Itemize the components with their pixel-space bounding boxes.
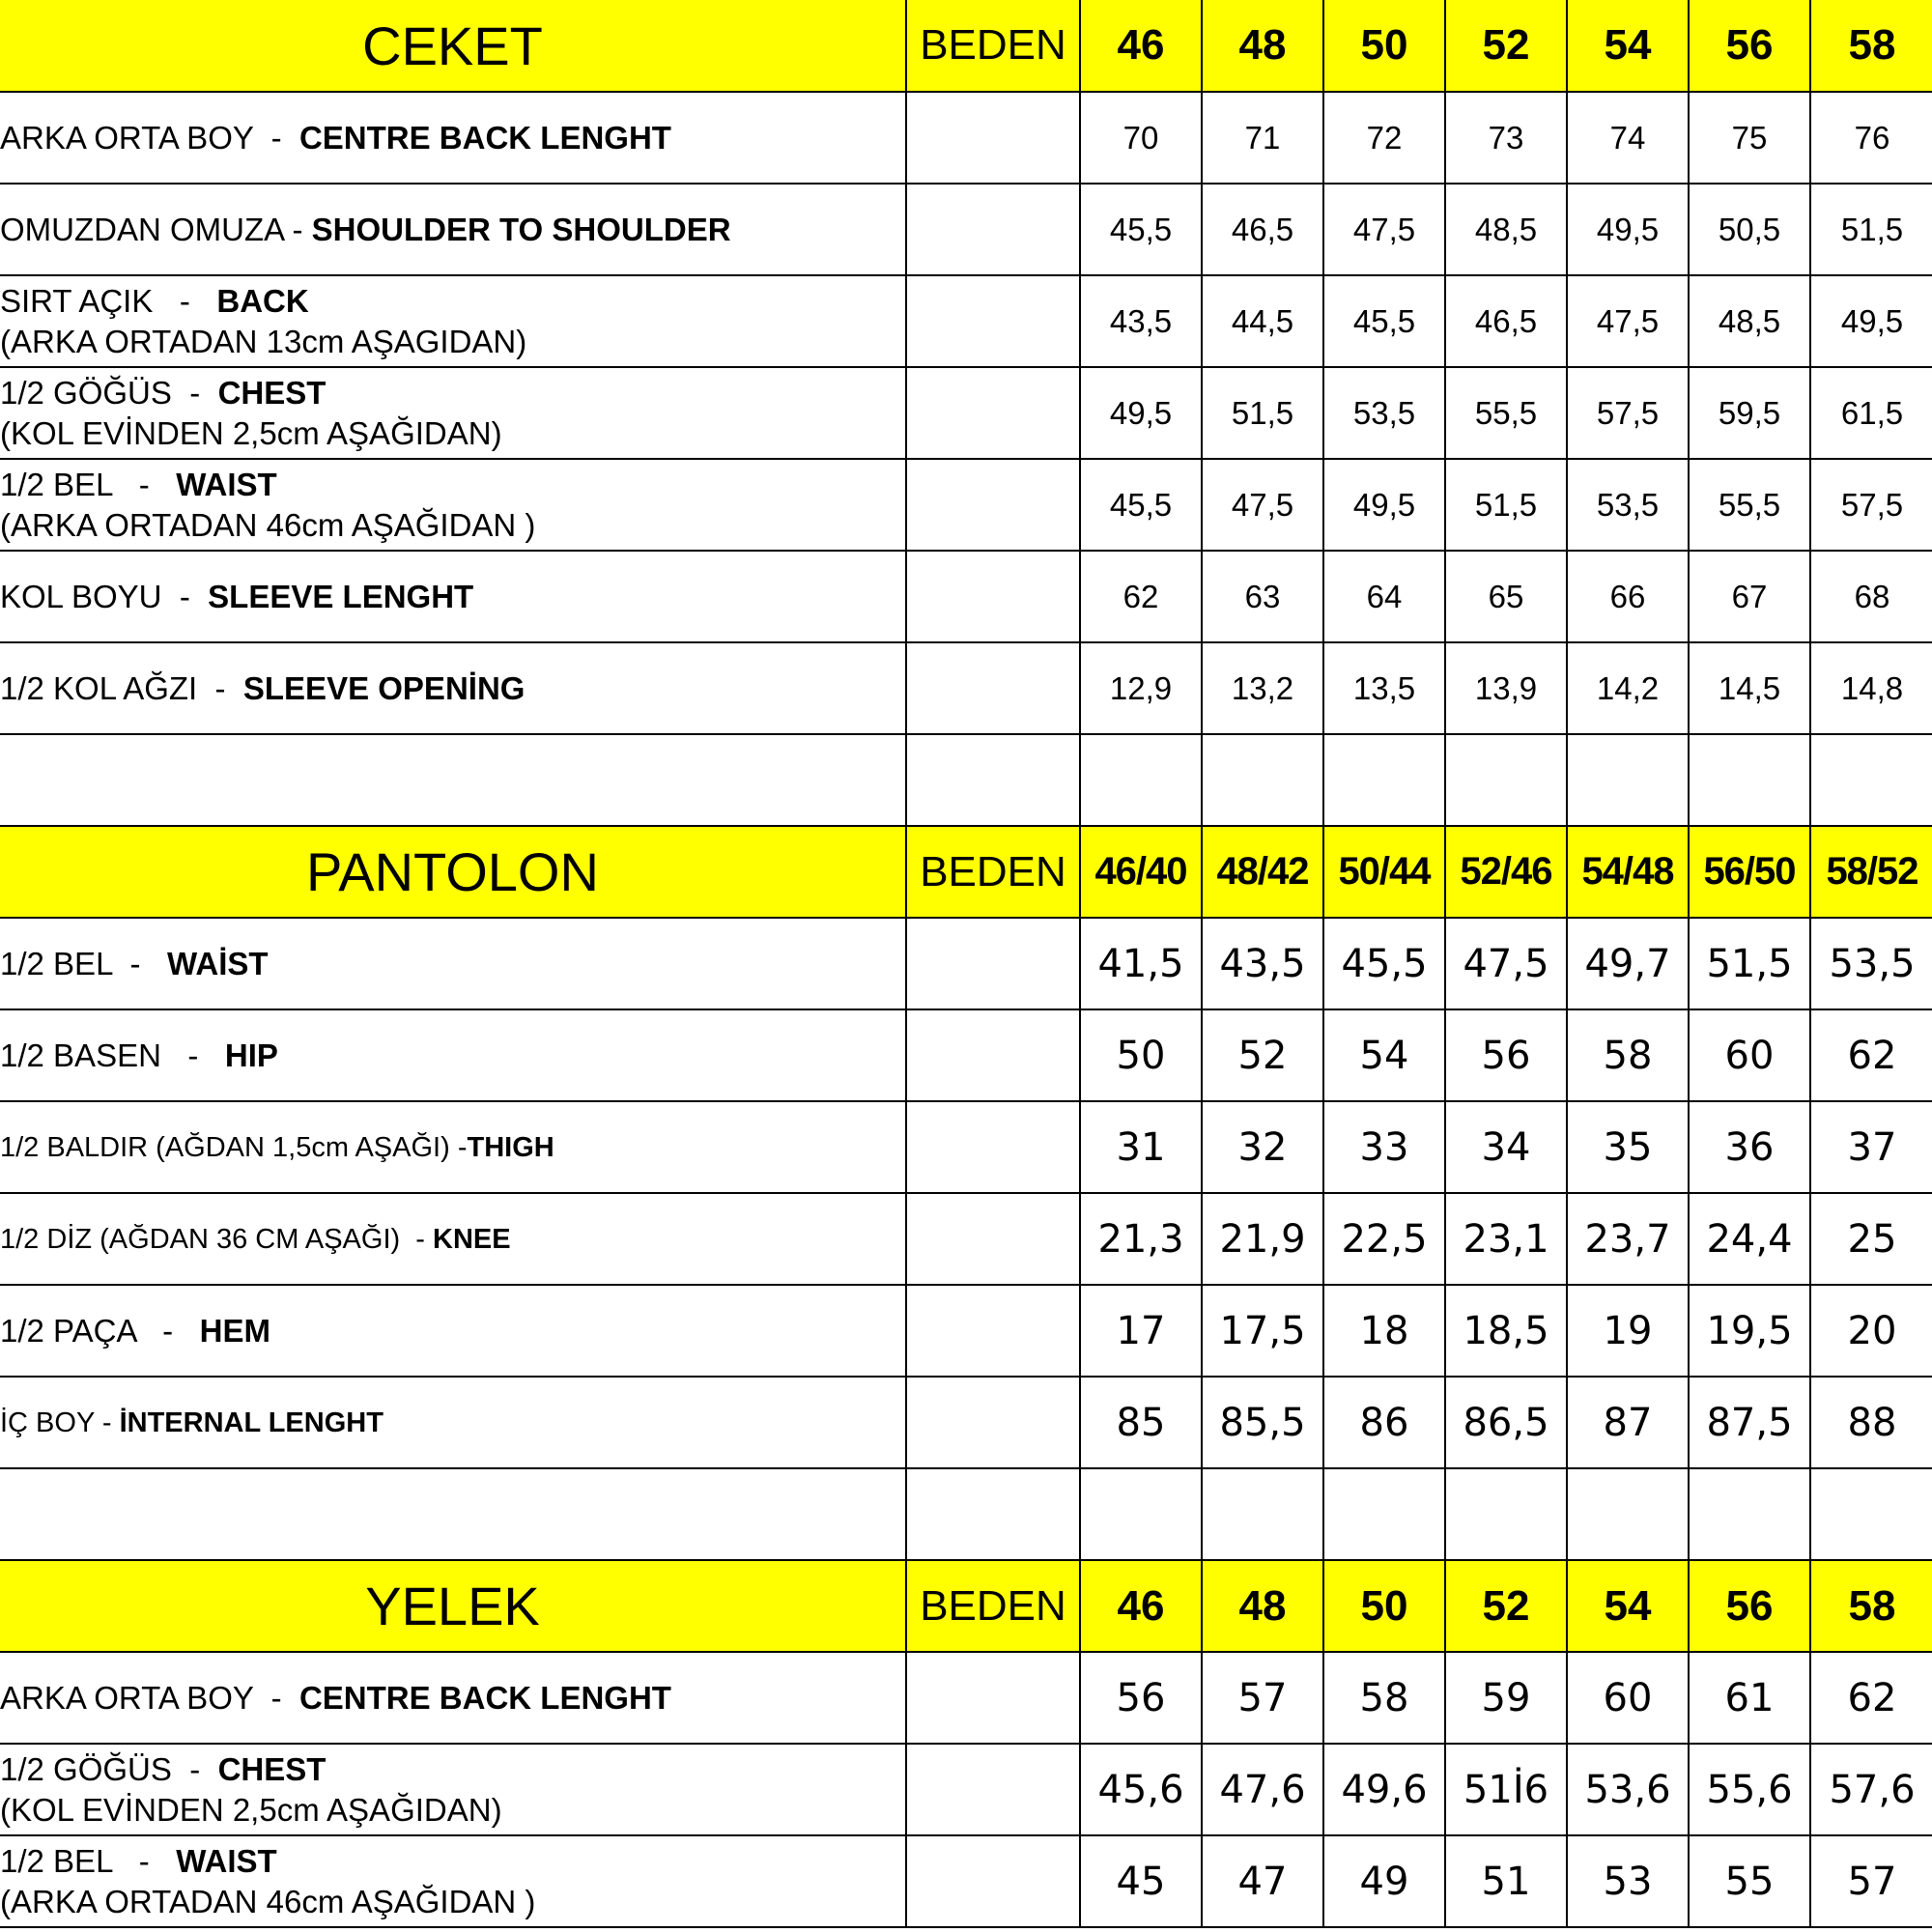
measurement-value: 57 — [1810, 1835, 1932, 1927]
measurement-row — [0, 1744, 1932, 1835]
measurement-label — [0, 642, 906, 734]
measurement-name-en: İNTERNAL LENGHT — [119, 1406, 384, 1438]
measurement-value: 17,5 — [1202, 1285, 1323, 1377]
measurement-value: 47,5 — [1567, 275, 1689, 367]
empty-cell — [1445, 734, 1567, 826]
measurement-value: 48,5 — [1689, 275, 1810, 367]
measurement-note: (ARKA ORTADAN 46cm AŞAĞIDAN ) — [0, 506, 536, 543]
size-header-cell: 54/48 — [1567, 826, 1689, 918]
measurement-name-en: WAIST — [176, 466, 277, 502]
measurement-note: (ARKA ORTADAN 46cm AŞAĞIDAN ) — [0, 1883, 536, 1919]
measurement-row — [0, 367, 1932, 459]
measurement-label — [0, 459, 906, 551]
measurement-value: 65 — [1445, 551, 1567, 642]
measurement-value: 86 — [1323, 1377, 1445, 1468]
measurement-name-en: CENTRE BACK LENGHT — [298, 1679, 671, 1716]
measurement-value: 47,5 — [1445, 918, 1567, 1009]
measurement-value: 53,5 — [1810, 918, 1932, 1009]
size-header-cell: 58 — [1810, 1560, 1932, 1652]
measurement-value: 64 — [1323, 551, 1445, 642]
size-column-label: BEDEN — [906, 826, 1080, 918]
measurement-value: 72 — [1323, 92, 1445, 184]
measurement-value: 13,9 — [1445, 642, 1567, 734]
section-header-row — [0, 1560, 1932, 1652]
empty-cell — [1202, 1468, 1323, 1560]
measurement-value: 13,5 — [1323, 642, 1445, 734]
empty-cell — [1567, 1468, 1689, 1560]
empty-cell — [1810, 1468, 1932, 1560]
size-header-cell: 46 — [1080, 0, 1202, 92]
measurement-name-tr: OMUZDAN OMUZA - — [0, 211, 312, 247]
measurement-name-tr: İÇ BOY - — [0, 1406, 120, 1438]
measurement-value: 71 — [1202, 92, 1323, 184]
size-header-cell: 50/44 — [1323, 826, 1445, 918]
measurement-value: 46,5 — [1445, 275, 1567, 367]
spacer-row — [0, 1468, 1932, 1560]
measurement-name-tr: ARKA ORTA BOY - — [0, 119, 299, 156]
measurement-value: 49,5 — [1323, 459, 1445, 551]
size-column-blank-cell — [906, 367, 1080, 459]
measurement-label — [0, 1101, 906, 1193]
measurement-name-en: SLEEVE LENGHT — [208, 578, 474, 614]
size-header-cell: 50 — [1323, 1560, 1445, 1652]
size-header-cell: 48/42 — [1202, 826, 1323, 918]
measurement-name-tr: KOL BOYU - — [0, 578, 209, 614]
measurement-row — [0, 1377, 1932, 1468]
measurement-value: 55,5 — [1445, 367, 1567, 459]
measurement-value: 24,4 — [1689, 1193, 1810, 1285]
size-column-blank-cell — [906, 551, 1080, 642]
spacer-row — [0, 734, 1932, 826]
measurement-value: 51,5 — [1810, 184, 1932, 275]
measurement-note: (KOL EVİNDEN 2,5cm AŞAĞIDAN) — [0, 1791, 502, 1828]
measurement-label — [0, 1744, 906, 1835]
measurement-value: 60 — [1689, 1009, 1810, 1101]
measurement-value: 45,5 — [1323, 918, 1445, 1009]
measurement-value: 17 — [1080, 1285, 1202, 1377]
measurement-name-en: HIP — [224, 1037, 278, 1073]
measurement-value: 49,6 — [1323, 1744, 1445, 1835]
measurement-name-en: SHOULDER TO SHOULDER — [311, 211, 731, 247]
size-header-cell: 48 — [1202, 0, 1323, 92]
empty-cell — [1810, 734, 1932, 826]
measurement-label — [0, 1652, 906, 1744]
measurement-value: 19 — [1567, 1285, 1689, 1377]
measurement-name-tr: 1/2 PAÇA - — [0, 1312, 200, 1349]
measurement-value: 14,5 — [1689, 642, 1810, 734]
empty-cell — [1689, 1468, 1810, 1560]
measurement-value: 45 — [1080, 1835, 1202, 1927]
size-header-cell: 52 — [1445, 0, 1567, 92]
measurement-value: 57 — [1202, 1652, 1323, 1744]
measurement-value: 61 — [1689, 1652, 1810, 1744]
size-column-blank-cell — [906, 642, 1080, 734]
size-column-blank-cell — [906, 1377, 1080, 1468]
measurement-value: 87,5 — [1689, 1377, 1810, 1468]
size-header-cell: 58/52 — [1810, 826, 1932, 918]
size-column-label: BEDEN — [906, 1560, 1080, 1652]
measurement-name-tr: ARKA ORTA BOY - — [0, 1679, 299, 1716]
measurement-value: 75 — [1689, 92, 1810, 184]
measurement-value: 87 — [1567, 1377, 1689, 1468]
empty-cell — [1080, 1468, 1202, 1560]
measurement-row — [0, 1835, 1932, 1927]
measurement-value: 57,5 — [1810, 459, 1932, 551]
section-title: YELEK — [0, 1560, 906, 1652]
measurement-note: (ARKA ORTADAN 13cm AŞAGIDAN) — [0, 323, 527, 359]
measurement-row — [0, 1285, 1932, 1377]
empty-cell — [1689, 734, 1810, 826]
empty-cell — [1323, 734, 1445, 826]
measurement-name-en: SLEEVE OPENİNG — [242, 669, 526, 706]
measurement-label — [0, 551, 906, 642]
measurement-value: 14,2 — [1567, 642, 1689, 734]
size-header-cell: 54 — [1567, 0, 1689, 92]
measurement-value: 55,6 — [1689, 1744, 1810, 1835]
measurement-value: 59,5 — [1689, 367, 1810, 459]
measurement-value: 50 — [1080, 1009, 1202, 1101]
measurement-value: 48,5 — [1445, 184, 1567, 275]
measurement-value: 51,5 — [1445, 459, 1567, 551]
size-column-blank-cell — [906, 1009, 1080, 1101]
measurement-value: 73 — [1445, 92, 1567, 184]
measurement-value: 62 — [1080, 551, 1202, 642]
measurement-name-tr: 1/2 BEL - — [0, 1842, 177, 1879]
measurement-name-tr: 1/2 GÖĞÜS - — [0, 374, 218, 411]
measurement-value: 56 — [1445, 1009, 1567, 1101]
measurement-value: 20 — [1810, 1285, 1932, 1377]
measurement-name-en: BACK — [216, 282, 309, 319]
size-header-cell: 52/46 — [1445, 826, 1567, 918]
size-header-cell: 56/50 — [1689, 826, 1810, 918]
measurement-value: 13,2 — [1202, 642, 1323, 734]
size-column-blank-cell — [906, 275, 1080, 367]
size-header-cell: 54 — [1567, 1560, 1689, 1652]
measurement-value: 51,5 — [1689, 918, 1810, 1009]
measurement-value: 58 — [1567, 1009, 1689, 1101]
measurement-name-en: CHEST — [217, 1750, 327, 1787]
empty-cell — [0, 734, 906, 826]
measurement-label — [0, 1377, 906, 1468]
measurement-value: 57,5 — [1567, 367, 1689, 459]
measurement-value: 47,5 — [1202, 459, 1323, 551]
measurement-value: 52 — [1202, 1009, 1323, 1101]
size-column-blank-cell — [906, 184, 1080, 275]
measurement-value: 21,9 — [1202, 1193, 1323, 1285]
measurement-value: 34 — [1445, 1101, 1567, 1193]
measurement-value: 86,5 — [1445, 1377, 1567, 1468]
measurement-value: 12,9 — [1080, 642, 1202, 734]
measurement-value: 31 — [1080, 1101, 1202, 1193]
size-header-cell: 56 — [1689, 1560, 1810, 1652]
measurement-value: 76 — [1810, 92, 1932, 184]
measurement-value: 35 — [1567, 1101, 1689, 1193]
measurement-value: 43,5 — [1202, 918, 1323, 1009]
measurement-value: 51 — [1445, 1835, 1567, 1927]
measurement-value: 61,5 — [1810, 367, 1932, 459]
size-column-blank-cell — [906, 1285, 1080, 1377]
size-column-blank-cell — [906, 1101, 1080, 1193]
section-header-row — [0, 0, 1932, 92]
size-header-cell: 46/40 — [1080, 826, 1202, 918]
measurement-note: (KOL EVİNDEN 2,5cm AŞAĞIDAN) — [0, 414, 502, 451]
measurement-value: 45,5 — [1323, 275, 1445, 367]
section-title: PANTOLON — [0, 826, 906, 918]
measurement-row — [0, 918, 1932, 1009]
measurement-value: 49,5 — [1567, 184, 1689, 275]
empty-cell — [1445, 1468, 1567, 1560]
measurement-label — [0, 1835, 906, 1927]
empty-cell — [1080, 734, 1202, 826]
measurement-value: 85 — [1080, 1377, 1202, 1468]
measurement-value: 19,5 — [1689, 1285, 1810, 1377]
size-header-cell: 58 — [1810, 0, 1932, 92]
measurement-value: 47,5 — [1323, 184, 1445, 275]
size-column-blank-cell — [906, 459, 1080, 551]
measurement-label — [0, 367, 906, 459]
measurement-value: 49,7 — [1567, 918, 1689, 1009]
measurement-value: 36 — [1689, 1101, 1810, 1193]
measurement-value: 21,3 — [1080, 1193, 1202, 1285]
measurement-row — [0, 275, 1932, 367]
measurement-value: 22,5 — [1323, 1193, 1445, 1285]
measurement-label — [0, 1285, 906, 1377]
size-column-blank-cell — [906, 1652, 1080, 1744]
measurement-name-tr: 1/2 DİZ (AĞDAN 36 CM AŞAĞI) - — [0, 1223, 433, 1255]
measurement-name-tr: SIRT AÇIK - — [0, 282, 217, 319]
size-column-blank-cell — [906, 918, 1080, 1009]
measurement-row — [0, 642, 1932, 734]
measurement-name-tr: 1/2 BALDIR (AĞDAN 1,5cm AŞAĞI) - — [0, 1131, 468, 1163]
measurement-row — [0, 184, 1932, 275]
empty-cell — [906, 1468, 1080, 1560]
measurement-value: 53,5 — [1323, 367, 1445, 459]
measurement-value: 43,5 — [1080, 275, 1202, 367]
measurement-value: 53,6 — [1567, 1744, 1689, 1835]
measurement-value: 45,6 — [1080, 1744, 1202, 1835]
measurement-value: 51İ6 — [1445, 1744, 1567, 1835]
size-column-label: BEDEN — [906, 0, 1080, 92]
measurement-value: 58 — [1323, 1652, 1445, 1744]
size-header-cell: 50 — [1323, 0, 1445, 92]
measurement-value: 33 — [1323, 1101, 1445, 1193]
measurement-name-en: THIGH — [467, 1131, 554, 1163]
measurement-value: 14,8 — [1810, 642, 1932, 734]
measurement-row — [0, 1009, 1932, 1101]
measurement-value: 46,5 — [1202, 184, 1323, 275]
size-column-blank-cell — [906, 1193, 1080, 1285]
empty-cell — [1567, 734, 1689, 826]
measurement-value: 57,6 — [1810, 1744, 1932, 1835]
measurement-value: 56 — [1080, 1652, 1202, 1744]
measurement-value: 51,5 — [1202, 367, 1323, 459]
measurement-value: 18,5 — [1445, 1285, 1567, 1377]
measurement-label — [0, 92, 906, 184]
measurement-value: 60 — [1567, 1652, 1689, 1744]
empty-cell — [0, 1468, 906, 1560]
measurement-value: 18 — [1323, 1285, 1445, 1377]
size-header-cell: 52 — [1445, 1560, 1567, 1652]
measurement-value: 74 — [1567, 92, 1689, 184]
empty-cell — [1202, 734, 1323, 826]
measurement-row — [0, 92, 1932, 184]
section-header-row — [0, 826, 1932, 918]
measurement-name-en: HEM — [199, 1312, 270, 1349]
measurement-row — [0, 1193, 1932, 1285]
measurement-value: 47,6 — [1202, 1744, 1323, 1835]
measurement-value: 63 — [1202, 551, 1323, 642]
measurement-label — [0, 1009, 906, 1101]
measurement-value: 32 — [1202, 1101, 1323, 1193]
measurement-value: 53 — [1567, 1835, 1689, 1927]
size-column-blank-cell — [906, 1835, 1080, 1927]
measurement-value: 55,5 — [1689, 459, 1810, 551]
measurement-name-en: CHEST — [217, 374, 327, 411]
measurement-value: 49 — [1323, 1835, 1445, 1927]
size-header-cell: 46 — [1080, 1560, 1202, 1652]
measurement-value: 45,5 — [1080, 184, 1202, 275]
measurement-name-tr: 1/2 BEL - — [0, 945, 168, 981]
measurement-value: 66 — [1567, 551, 1689, 642]
measurement-value: 67 — [1689, 551, 1810, 642]
measurement-value: 45,5 — [1080, 459, 1202, 551]
size-column-blank-cell — [906, 92, 1080, 184]
size-header-cell: 56 — [1689, 0, 1810, 92]
measurement-value: 49,5 — [1080, 367, 1202, 459]
measurement-value: 55 — [1689, 1835, 1810, 1927]
measurement-value: 53,5 — [1567, 459, 1689, 551]
measurement-label — [0, 918, 906, 1009]
measurement-name-en: WAIST — [176, 1842, 277, 1879]
size-header-cell: 48 — [1202, 1560, 1323, 1652]
measurement-name-en: WAİST — [167, 945, 269, 981]
measurement-value: 47 — [1202, 1835, 1323, 1927]
empty-cell — [1323, 1468, 1445, 1560]
measurement-row — [0, 551, 1932, 642]
measurement-label — [0, 275, 906, 367]
measurement-value: 37 — [1810, 1101, 1932, 1193]
measurement-value: 23,1 — [1445, 1193, 1567, 1285]
measurement-value: 25 — [1810, 1193, 1932, 1285]
measurement-name-en: CENTRE BACK LENGHT — [298, 119, 671, 156]
measurement-value: 62 — [1810, 1009, 1932, 1101]
measurement-value: 70 — [1080, 92, 1202, 184]
measurement-value: 49,5 — [1810, 275, 1932, 367]
size-column-blank-cell — [906, 1744, 1080, 1835]
empty-cell — [906, 734, 1080, 826]
measurement-name-tr: 1/2 BEL - — [0, 466, 177, 502]
measurement-name-tr: 1/2 BASEN - — [0, 1037, 225, 1073]
measurement-value: 85,5 — [1202, 1377, 1323, 1468]
measurement-value: 62 — [1810, 1652, 1932, 1744]
measurement-value: 88 — [1810, 1377, 1932, 1468]
measurement-row — [0, 1101, 1932, 1193]
measurement-value: 41,5 — [1080, 918, 1202, 1009]
section-title: CEKET — [0, 0, 906, 92]
measurement-label — [0, 1193, 906, 1285]
measurement-name-en: KNEE — [433, 1223, 511, 1255]
measurement-row — [0, 1652, 1932, 1744]
measurement-label — [0, 184, 906, 275]
measurement-row — [0, 459, 1932, 551]
measurement-name-tr: 1/2 GÖĞÜS - — [0, 1750, 218, 1787]
measurement-value: 23,7 — [1567, 1193, 1689, 1285]
measurement-value: 44,5 — [1202, 275, 1323, 367]
measurement-value: 54 — [1323, 1009, 1445, 1101]
measurement-value: 59 — [1445, 1652, 1567, 1744]
measurement-value: 68 — [1810, 551, 1932, 642]
measurement-name-tr: 1/2 KOL AĞZI - — [0, 669, 243, 706]
measurement-value: 50,5 — [1689, 184, 1810, 275]
